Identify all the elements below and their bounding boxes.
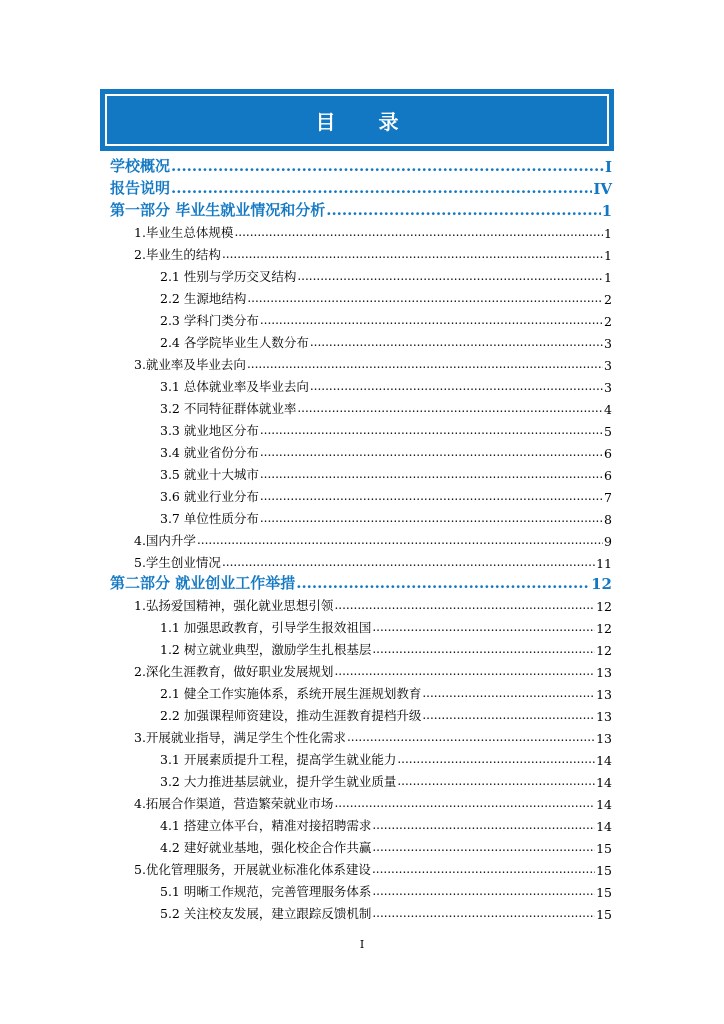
- toc-entry-label: 1.2 树立就业典型，激励学生扎根基层: [160, 642, 372, 657]
- toc-entry-p2-3-2[interactable]: [160, 770, 612, 790]
- toc-dot-leader: [234, 226, 603, 241]
- toc-dot-leader: [297, 270, 603, 285]
- toc-entry-label: 4.拓展合作渠道，营造繁荣就业市场: [134, 796, 334, 811]
- toc-entry-page: 15: [596, 885, 612, 900]
- toc-entry-page: 15: [596, 841, 612, 856]
- toc-entry-page: 1: [604, 248, 612, 263]
- toc-entry-label: 4.国内升学: [134, 533, 196, 548]
- toc-entry-label: 3.2 大力推进基层就业，提升学生就业质量: [160, 774, 397, 789]
- toc-entry-page: 14: [596, 819, 612, 834]
- toc-dot-leader: [397, 775, 595, 790]
- toc-entry-p2-5-1[interactable]: [160, 880, 612, 900]
- toc-entry-page: 12: [596, 643, 612, 658]
- toc-entry-page: 2: [604, 292, 612, 307]
- toc-entry-label: 2.2 加强课程师资建设，推动生涯教育提档升级: [160, 708, 422, 723]
- toc-entry-label: 报告说明: [110, 179, 171, 197]
- toc-entry-label: 2.2 生源地结构: [160, 291, 247, 306]
- toc-entry-label: 3.就业率及毕业去向: [134, 357, 246, 372]
- toc-entry-4[interactable]: [134, 529, 612, 549]
- toc-entry-page: 3: [604, 358, 612, 373]
- toc-entry-2-3[interactable]: [160, 309, 612, 329]
- toc-entry-p2-1-1[interactable]: [160, 616, 612, 636]
- toc-dot-leader: [372, 841, 595, 856]
- toc-entry-label: 3.开展就业指导，满足学生个性化需求: [134, 730, 346, 745]
- toc-entry-page: IV: [593, 180, 612, 198]
- toc-entry-3-3[interactable]: [160, 419, 612, 439]
- toc-entry-label: 1.弘扬爱国精神，强化就业思想引领: [134, 598, 334, 613]
- toc-dot-leader: [260, 424, 603, 439]
- toc-entry-page: 14: [596, 775, 612, 790]
- toc-entry-3-6[interactable]: [160, 485, 612, 505]
- toc-dot-leader: [260, 314, 603, 329]
- toc-entry-label: 2.深化生涯教育，做好职业发展规划: [134, 664, 334, 679]
- toc-dot-leader: [422, 687, 595, 702]
- page-number: I: [359, 938, 365, 951]
- toc-entry-p2-3[interactable]: [134, 726, 612, 746]
- toc-entry-page: 6: [604, 468, 612, 483]
- toc-dot-leader: [260, 490, 603, 505]
- toc-entry-3-5[interactable]: [160, 463, 612, 483]
- toc-entry-page: 3: [604, 336, 612, 351]
- toc-dot-leader: [372, 907, 595, 922]
- toc-entry-label: 第一部分 毕业生就业情况和分析: [110, 201, 326, 219]
- toc-entry-label: 3.6 就业行业分布: [160, 489, 259, 504]
- toc-dot-leader: [372, 643, 595, 658]
- toc-entry-label: 3.7 单位性质分布: [160, 511, 259, 526]
- toc-entry-3-2[interactable]: [160, 397, 612, 417]
- toc-entry-page: 12: [596, 599, 612, 614]
- toc-entry-p2-3-1[interactable]: [160, 748, 612, 768]
- toc-entry-p2-2-2[interactable]: [160, 704, 612, 724]
- toc-entry-label: 4.1 搭建立体平台，精准对接招聘需求: [160, 818, 372, 833]
- toc-entry-label: 学校概况: [110, 157, 171, 175]
- toc-entry-label: 第二部分 就业创业工作举措: [110, 574, 296, 592]
- toc-entry-page: 6: [604, 446, 612, 461]
- toc-dot-leader: [260, 468, 603, 483]
- toc-entry-label: 2.3 学科门类分布: [160, 313, 259, 328]
- toc-entry-p2-1[interactable]: [134, 594, 612, 614]
- toc-entry-3[interactable]: [134, 353, 612, 373]
- toc-entry-p2-5-2[interactable]: [160, 902, 612, 922]
- toc-dot-leader: [334, 665, 595, 680]
- toc-dot-leader: [347, 731, 595, 746]
- toc-entry-page: 14: [596, 797, 612, 812]
- toc-dot-leader: [372, 863, 595, 878]
- toc-dot-leader: [372, 885, 595, 900]
- toc-entry-label: 3.1 总体就业率及毕业去向: [160, 379, 309, 394]
- toc-entry-page: 9: [604, 534, 612, 549]
- toc-dot-leader: [334, 599, 595, 614]
- toc-dot-leader: [197, 534, 603, 549]
- toc-entry-label: 2.1 健全工作实施体系，系统开展生涯规划教育: [160, 686, 422, 701]
- toc-entry-page: 7: [604, 490, 612, 505]
- toc-entry-page: 13: [596, 665, 612, 680]
- toc-dot-leader: [247, 292, 603, 307]
- toc-entry-label: 4.2 建好就业基地，强化校企合作共赢: [160, 840, 372, 855]
- toc-entry-label: 3.2 不同特征群体就业率: [160, 401, 297, 416]
- toc-dot-leader: [372, 819, 595, 834]
- toc-entry-1[interactable]: [134, 221, 612, 241]
- toc-dot-leader: [372, 621, 595, 636]
- toc-entry-label: 3.1 开展素质提升工程，提高学生就业能力: [160, 752, 397, 767]
- toc-entry-3-4[interactable]: [160, 441, 612, 461]
- toc-entry-label: 3.3 就业地区分布: [160, 423, 259, 438]
- toc-entry-page: 13: [596, 731, 612, 746]
- toc-entry-label: 1.1 加强思政教育，引导学生报效祖国: [160, 620, 372, 635]
- toc-dot-leader: [296, 576, 590, 593]
- toc-entry-page: 11: [596, 556, 612, 571]
- toc-dot-leader: [222, 556, 595, 571]
- toc-entry-p2-5[interactable]: [134, 858, 612, 878]
- toc-dot-leader: [171, 159, 604, 176]
- toc-entry-page: 4: [604, 402, 612, 417]
- toc-entry-page: 13: [596, 687, 612, 702]
- toc-entry-p2-2[interactable]: [134, 660, 612, 680]
- toc-dot-leader: [326, 203, 600, 220]
- toc-entry-page: 1: [601, 202, 612, 220]
- toc-entry-2-2[interactable]: [160, 287, 612, 307]
- toc-entry-page: 12: [591, 575, 612, 593]
- toc-entry-2-4[interactable]: [160, 331, 612, 351]
- toc-entry-report-notes[interactable]: [110, 176, 612, 198]
- toc-entry-page: 8: [604, 512, 612, 527]
- toc-entry-label: 2.4 各学院毕业生人数分布: [160, 335, 309, 350]
- toc-entry-page: 13: [596, 709, 612, 724]
- toc-dot-leader: [397, 753, 595, 768]
- toc-entry-page: 15: [596, 907, 612, 922]
- toc-entry-label: 5.优化管理服务，开展就业标准化体系建设: [134, 862, 371, 877]
- toc-entry-p2-1-2[interactable]: [160, 638, 612, 658]
- toc-entry-page: 3: [604, 380, 612, 395]
- toc-dot-leader: [222, 248, 603, 263]
- toc-entry-p2-2-1[interactable]: [160, 682, 612, 702]
- toc-dot-leader: [297, 402, 603, 417]
- toc-entry-p2-4[interactable]: [134, 792, 612, 812]
- toc-dot-leader: [260, 446, 603, 461]
- toc-dot-leader: [334, 797, 595, 812]
- toc-entry-label: 2.1 性别与学历交叉结构: [160, 269, 297, 284]
- toc-entry-label: 5.1 明晰工作规范，完善管理服务体系: [160, 884, 372, 899]
- toc-entry-p2-4-1[interactable]: [160, 814, 612, 834]
- toc-entry-5[interactable]: [134, 551, 612, 571]
- toc-entry-page: 2: [604, 314, 612, 329]
- toc-entry-page: 1: [604, 270, 612, 285]
- toc-entry-part-one[interactable]: [110, 198, 612, 220]
- toc-entry-2[interactable]: [134, 243, 612, 263]
- toc-dot-leader: [310, 336, 603, 351]
- toc-entry-label: 3.5 就业十大城市: [160, 467, 259, 482]
- toc-dot-leader: [260, 512, 603, 527]
- toc-entry-3-1[interactable]: [160, 375, 612, 395]
- toc-entry-p2-4-2[interactable]: [160, 836, 612, 856]
- toc-entry-3-7[interactable]: [160, 507, 612, 527]
- toc-entry-school-overview[interactable]: [110, 154, 612, 176]
- toc-entry-page: 14: [596, 753, 612, 768]
- toc-entry-part-two[interactable]: [110, 571, 612, 593]
- toc-entry-page: I: [604, 158, 612, 176]
- toc-entry-label: 5.学生创业情况: [134, 555, 221, 570]
- toc-entry-page: 15: [596, 863, 612, 878]
- toc-entry-label: 1.毕业生总体规模: [134, 225, 234, 240]
- toc-entry-2-1[interactable]: [160, 265, 612, 285]
- toc-entry-page: 12: [596, 621, 612, 636]
- toc-entry-page: 1: [604, 226, 612, 241]
- toc-entry-label: 2.毕业生的结构: [134, 247, 221, 262]
- toc-title: 目 录: [315, 109, 417, 134]
- toc-entry-label: 5.2 关注校友发展，建立跟踪反馈机制: [160, 906, 372, 921]
- toc-dot-leader: [422, 709, 595, 724]
- toc-dot-leader: [171, 181, 592, 198]
- toc-entry-page: 5: [604, 424, 612, 439]
- toc-dot-leader: [310, 380, 603, 395]
- toc-entry-label: 3.4 就业省份分布: [160, 445, 259, 460]
- toc-dot-leader: [247, 358, 603, 373]
